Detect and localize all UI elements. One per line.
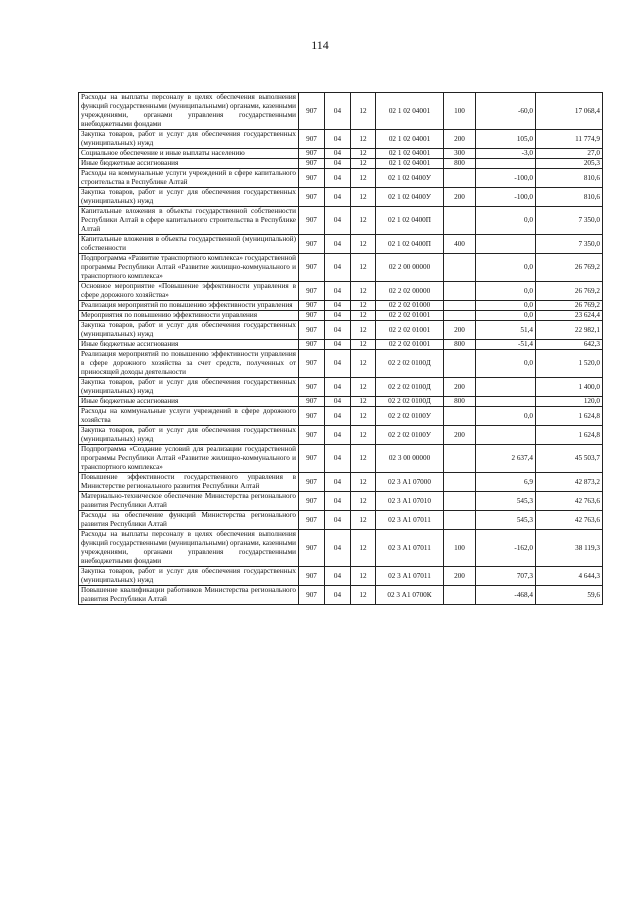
target-article-cell: 02 1 02 0400У	[376, 169, 444, 188]
change-amount-cell: -100,0	[476, 188, 536, 207]
target-article-cell: 02 1 02 0400У	[376, 188, 444, 207]
grbs-code-cell: 907	[299, 159, 325, 169]
expense-type-cell	[444, 350, 476, 378]
target-article-cell: 02 1 02 0400П	[376, 235, 444, 254]
table-row	[79, 149, 603, 159]
change-amount-cell: 0,0	[476, 311, 536, 321]
section-code-cell: 04	[325, 473, 351, 492]
expense-name-cell: Расходы на коммунальные услуги учреждений в сфере дорожного хозяйства	[79, 407, 299, 426]
expense-name-cell: Социальное обеспечение и иные выплаты населению	[79, 149, 299, 159]
expense-type-cell: 100	[444, 93, 476, 130]
change-amount-cell: 0,0	[476, 254, 536, 282]
change-amount-cell	[476, 378, 536, 397]
total-amount-cell: 1 624,8	[536, 426, 603, 445]
total-amount-cell: 17 068,4	[536, 93, 603, 130]
target-article-cell: 02 3 А1 07011	[376, 511, 444, 530]
expense-type-cell	[444, 586, 476, 605]
table-row	[79, 511, 603, 530]
target-article-cell: 02 3 А1 07000	[376, 473, 444, 492]
subsection-code-cell: 12	[351, 159, 376, 169]
total-amount-cell: 810,6	[536, 188, 603, 207]
target-article-cell: 02 3 А1 0700К	[376, 586, 444, 605]
section-code-cell: 04	[325, 340, 351, 350]
expense-type-cell: 200	[444, 567, 476, 586]
table-row	[79, 159, 603, 169]
target-article-cell: 02 2 02 0100У	[376, 407, 444, 426]
expense-name-cell: Закупка товаров, работ и услуг для обеспечения государственных (муниципальных) нужд	[79, 130, 299, 149]
subsection-code-cell: 12	[351, 567, 376, 586]
table-row	[79, 235, 603, 254]
subsection-code-cell: 12	[351, 311, 376, 321]
section-code-cell: 04	[325, 311, 351, 321]
target-article-cell: 02 3 А1 07011	[376, 530, 444, 567]
section-code-cell: 04	[325, 407, 351, 426]
section-code-cell: 04	[325, 207, 351, 235]
total-amount-cell: 38 119,3	[536, 530, 603, 567]
subsection-code-cell: 12	[351, 149, 376, 159]
subsection-code-cell: 12	[351, 254, 376, 282]
expense-name-cell: Закупка товаров, работ и услуг для обеспечения государственных (муниципальных) нужд	[79, 567, 299, 586]
subsection-code-cell: 12	[351, 93, 376, 130]
total-amount-cell: 26 769,2	[536, 301, 603, 311]
section-code-cell: 04	[325, 350, 351, 378]
expense-type-cell: 300	[444, 149, 476, 159]
total-amount-cell: 642,3	[536, 340, 603, 350]
expense-name-cell: Повышение эффективности государственного управления в Министерстве регионального развития Республики Алтай	[79, 473, 299, 492]
section-code-cell: 04	[325, 445, 351, 473]
subsection-code-cell: 12	[351, 282, 376, 301]
grbs-code-cell: 907	[299, 188, 325, 207]
grbs-code-cell: 907	[299, 207, 325, 235]
change-amount-cell: -162,0	[476, 530, 536, 567]
target-article-cell: 02 1 02 04001	[376, 149, 444, 159]
table-row	[79, 445, 603, 473]
grbs-code-cell: 907	[299, 169, 325, 188]
total-amount-cell: 205,3	[536, 159, 603, 169]
expense-type-cell: 200	[444, 378, 476, 397]
grbs-code-cell: 907	[299, 511, 325, 530]
table-row	[79, 188, 603, 207]
target-article-cell: 02 3 А1 07011	[376, 567, 444, 586]
expense-type-cell	[444, 511, 476, 530]
target-article-cell: 02 2 02 01001	[376, 340, 444, 350]
grbs-code-cell: 907	[299, 93, 325, 130]
grbs-code-cell: 907	[299, 235, 325, 254]
expense-name-cell: Расходы на выплаты персоналу в целях обеспечения выполнения функций государственными (муниципальными) органами, казенными учреждениями, органами управления государственными внебюджетными фондами	[79, 93, 299, 130]
change-amount-cell: -60,0	[476, 93, 536, 130]
section-code-cell: 04	[325, 93, 351, 130]
grbs-code-cell: 907	[299, 311, 325, 321]
expense-name-cell: Подпрограмма «Создание условий для реализации государственной программы Республики Алтай «Развитие жилищно-коммунального и транспортного комплекса»	[79, 445, 299, 473]
expense-type-cell	[444, 207, 476, 235]
expense-type-cell	[444, 169, 476, 188]
target-article-cell: 02 3 А1 07010	[376, 492, 444, 511]
grbs-code-cell: 907	[299, 407, 325, 426]
table-row	[79, 473, 603, 492]
table-row	[79, 350, 603, 378]
table-row	[79, 407, 603, 426]
change-amount-cell	[476, 235, 536, 254]
subsection-code-cell: 12	[351, 301, 376, 311]
subsection-code-cell: 12	[351, 130, 376, 149]
expense-name-cell: Основное мероприятие «Повышение эффективности управления в сфере дорожного хозяйства»	[79, 282, 299, 301]
subsection-code-cell: 12	[351, 407, 376, 426]
target-article-cell: 02 3 00 00000	[376, 445, 444, 473]
expense-name-cell: Закупка товаров, работ и услуг для обеспечения государственных (муниципальных) нужд	[79, 188, 299, 207]
grbs-code-cell: 907	[299, 567, 325, 586]
subsection-code-cell: 12	[351, 586, 376, 605]
subsection-code-cell: 12	[351, 350, 376, 378]
grbs-code-cell: 907	[299, 445, 325, 473]
expense-name-cell: Реализация мероприятий по повышению эффективности управления	[79, 301, 299, 311]
table-row	[79, 397, 603, 407]
total-amount-cell: 26 769,2	[536, 282, 603, 301]
change-amount-cell: 0,0	[476, 207, 536, 235]
subsection-code-cell: 12	[351, 321, 376, 340]
expense-type-cell: 800	[444, 340, 476, 350]
section-code-cell: 04	[325, 301, 351, 311]
expense-type-cell	[444, 282, 476, 301]
section-code-cell: 04	[325, 159, 351, 169]
expense-type-cell	[444, 492, 476, 511]
expense-name-cell: Иные бюджетные ассигнования	[79, 159, 299, 169]
grbs-code-cell: 907	[299, 254, 325, 282]
expense-type-cell: 200	[444, 188, 476, 207]
table-row	[79, 586, 603, 605]
grbs-code-cell: 907	[299, 473, 325, 492]
expense-type-cell	[444, 311, 476, 321]
expense-type-cell	[444, 473, 476, 492]
section-code-cell: 04	[325, 169, 351, 188]
total-amount-cell: 7 350,0	[536, 235, 603, 254]
section-code-cell: 04	[325, 130, 351, 149]
change-amount-cell	[476, 397, 536, 407]
total-amount-cell: 45 503,7	[536, 445, 603, 473]
section-code-cell: 04	[325, 586, 351, 605]
total-amount-cell: 1 400,0	[536, 378, 603, 397]
total-amount-cell: 42 873,2	[536, 473, 603, 492]
expense-type-cell	[444, 407, 476, 426]
expense-name-cell: Расходы на коммунальные услуги учреждений в сфере капитального строительства в Республике Алтай	[79, 169, 299, 188]
change-amount-cell: 545,3	[476, 511, 536, 530]
section-code-cell: 04	[325, 492, 351, 511]
grbs-code-cell: 907	[299, 301, 325, 311]
expense-name-cell: Закупка товаров, работ и услуг для обеспечения государственных (муниципальных) нужд	[79, 321, 299, 340]
table-row	[79, 169, 603, 188]
table-row	[79, 93, 603, 130]
expense-type-cell: 200	[444, 426, 476, 445]
expense-name-cell: Расходы на выплаты персоналу в целях обеспечения выполнения функций государственными (муниципальными) органами, казенными учреждениями, органами управления государственными внебюджетными фондами	[79, 530, 299, 567]
subsection-code-cell: 12	[351, 207, 376, 235]
table-row	[79, 207, 603, 235]
expense-type-cell	[444, 445, 476, 473]
total-amount-cell: 23 624,4	[536, 311, 603, 321]
total-amount-cell: 1 624,8	[536, 407, 603, 426]
expense-type-cell: 400	[444, 235, 476, 254]
change-amount-cell: 2 637,4	[476, 445, 536, 473]
subsection-code-cell: 12	[351, 340, 376, 350]
section-code-cell: 04	[325, 397, 351, 407]
target-article-cell: 02 1 02 04001	[376, 130, 444, 149]
expense-type-cell: 200	[444, 130, 476, 149]
change-amount-cell: -468,4	[476, 586, 536, 605]
expense-name-cell: Иные бюджетные ассигнования	[79, 397, 299, 407]
total-amount-cell: 22 982,1	[536, 321, 603, 340]
grbs-code-cell: 907	[299, 586, 325, 605]
subsection-code-cell: 12	[351, 473, 376, 492]
section-code-cell: 04	[325, 426, 351, 445]
section-code-cell: 04	[325, 567, 351, 586]
table-row	[79, 378, 603, 397]
table-row	[79, 254, 603, 282]
grbs-code-cell: 907	[299, 340, 325, 350]
expense-type-cell: 800	[444, 159, 476, 169]
change-amount-cell: 0,0	[476, 282, 536, 301]
target-article-cell: 02 2 02 0100У	[376, 426, 444, 445]
subsection-code-cell: 12	[351, 378, 376, 397]
expense-name-cell: Реализация мероприятий по повышению эффективности управления в сфере дорожного хозяйства за счет средств, полученных от приносящей доходы деятельности	[79, 350, 299, 378]
section-code-cell: 04	[325, 254, 351, 282]
expense-type-cell: 100	[444, 530, 476, 567]
expense-name-cell: Мероприятия по повышению эффективности управления	[79, 311, 299, 321]
table-row	[79, 282, 603, 301]
section-code-cell: 04	[325, 235, 351, 254]
target-article-cell: 02 2 02 0100Д	[376, 397, 444, 407]
target-article-cell: 02 2 02 01001	[376, 321, 444, 340]
subsection-code-cell: 12	[351, 235, 376, 254]
change-amount-cell: 0,0	[476, 350, 536, 378]
grbs-code-cell: 907	[299, 492, 325, 511]
target-article-cell: 02 2 02 01000	[376, 301, 444, 311]
change-amount-cell: -3,0	[476, 149, 536, 159]
total-amount-cell: 120,0	[536, 397, 603, 407]
total-amount-cell: 42 763,6	[536, 511, 603, 530]
budget-table	[78, 92, 603, 605]
expense-name-cell: Расходы на обеспечение функций Министерства регионального развития Республики Алтай	[79, 511, 299, 530]
expense-type-cell	[444, 254, 476, 282]
grbs-code-cell: 907	[299, 282, 325, 301]
total-amount-cell: 26 769,2	[536, 254, 603, 282]
total-amount-cell: 59,6	[536, 586, 603, 605]
section-code-cell: 04	[325, 188, 351, 207]
expense-name-cell: Капитальные вложения в объекты государственной (муниципальной) собственности	[79, 235, 299, 254]
grbs-code-cell: 907	[299, 321, 325, 340]
target-article-cell: 02 2 02 0100Д	[376, 378, 444, 397]
table-row	[79, 311, 603, 321]
subsection-code-cell: 12	[351, 169, 376, 188]
change-amount-cell: 0,0	[476, 407, 536, 426]
grbs-code-cell: 907	[299, 149, 325, 159]
grbs-code-cell: 907	[299, 530, 325, 567]
total-amount-cell: 27,0	[536, 149, 603, 159]
target-article-cell: 02 1 02 04001	[376, 93, 444, 130]
subsection-code-cell: 12	[351, 188, 376, 207]
section-code-cell: 04	[325, 511, 351, 530]
target-article-cell: 02 2 00 00000	[376, 254, 444, 282]
change-amount-cell: 0,0	[476, 301, 536, 311]
change-amount-cell: 545,3	[476, 492, 536, 511]
table-row	[79, 301, 603, 311]
target-article-cell: 02 2 02 00000	[376, 282, 444, 301]
expense-name-cell: Закупка товаров, работ и услуг для обеспечения государственных (муниципальных) нужд	[79, 426, 299, 445]
target-article-cell: 02 2 02 0100Д	[376, 350, 444, 378]
change-amount-cell	[476, 159, 536, 169]
expense-type-cell: 800	[444, 397, 476, 407]
expense-name-cell: Капитальные вложения в объекты государственной собственности Республики Алтай в сфере капитального строительства в Республике Алтай	[79, 207, 299, 235]
expense-type-cell	[444, 301, 476, 311]
target-article-cell: 02 1 02 04001	[376, 159, 444, 169]
expense-type-cell: 200	[444, 321, 476, 340]
section-code-cell: 04	[325, 530, 351, 567]
subsection-code-cell: 12	[351, 397, 376, 407]
change-amount-cell: 105,0	[476, 130, 536, 149]
table-row	[79, 530, 603, 567]
expense-name-cell: Повышение квалификации работников Министерства регионального развития Республики Алтай	[79, 586, 299, 605]
target-article-cell: 02 1 02 0400П	[376, 207, 444, 235]
subsection-code-cell: 12	[351, 530, 376, 567]
subsection-code-cell: 12	[351, 426, 376, 445]
change-amount-cell: 6,9	[476, 473, 536, 492]
section-code-cell: 04	[325, 282, 351, 301]
table-row	[79, 492, 603, 511]
section-code-cell: 04	[325, 378, 351, 397]
change-amount-cell: 51,4	[476, 321, 536, 340]
page-number: 114	[311, 38, 329, 52]
grbs-code-cell: 907	[299, 426, 325, 445]
change-amount-cell: 707,3	[476, 567, 536, 586]
table-row	[79, 130, 603, 149]
table-row	[79, 340, 603, 350]
change-amount-cell	[476, 426, 536, 445]
table-row	[79, 567, 603, 586]
section-code-cell: 04	[325, 149, 351, 159]
total-amount-cell: 7 350,0	[536, 207, 603, 235]
target-article-cell: 02 2 02 01001	[376, 311, 444, 321]
grbs-code-cell: 907	[299, 350, 325, 378]
change-amount-cell: -51,4	[476, 340, 536, 350]
expense-name-cell: Иные бюджетные ассигнования	[79, 340, 299, 350]
expense-name-cell: Материально-техническое обеспечение Министерства регионального развития Республики Алтай	[79, 492, 299, 511]
grbs-code-cell: 907	[299, 378, 325, 397]
subsection-code-cell: 12	[351, 445, 376, 473]
grbs-code-cell: 907	[299, 130, 325, 149]
subsection-code-cell: 12	[351, 492, 376, 511]
total-amount-cell: 11 774,9	[536, 130, 603, 149]
grbs-code-cell: 907	[299, 397, 325, 407]
total-amount-cell: 42 763,6	[536, 492, 603, 511]
expense-name-cell: Подпрограмма «Развитие транспортного комплекса» государственной программы Республики Алтай «Развитие жилищно-коммунального и транспортного комплекса»	[79, 254, 299, 282]
table-row	[79, 426, 603, 445]
total-amount-cell: 810,6	[536, 169, 603, 188]
total-amount-cell: 4 644,3	[536, 567, 603, 586]
budget-table-body	[79, 93, 603, 605]
subsection-code-cell: 12	[351, 511, 376, 530]
expense-name-cell: Закупка товаров, работ и услуг для обеспечения государственных (муниципальных) нужд	[79, 378, 299, 397]
table-row	[79, 321, 603, 340]
section-code-cell: 04	[325, 321, 351, 340]
change-amount-cell: -100,0	[476, 169, 536, 188]
total-amount-cell: 1 520,0	[536, 350, 603, 378]
